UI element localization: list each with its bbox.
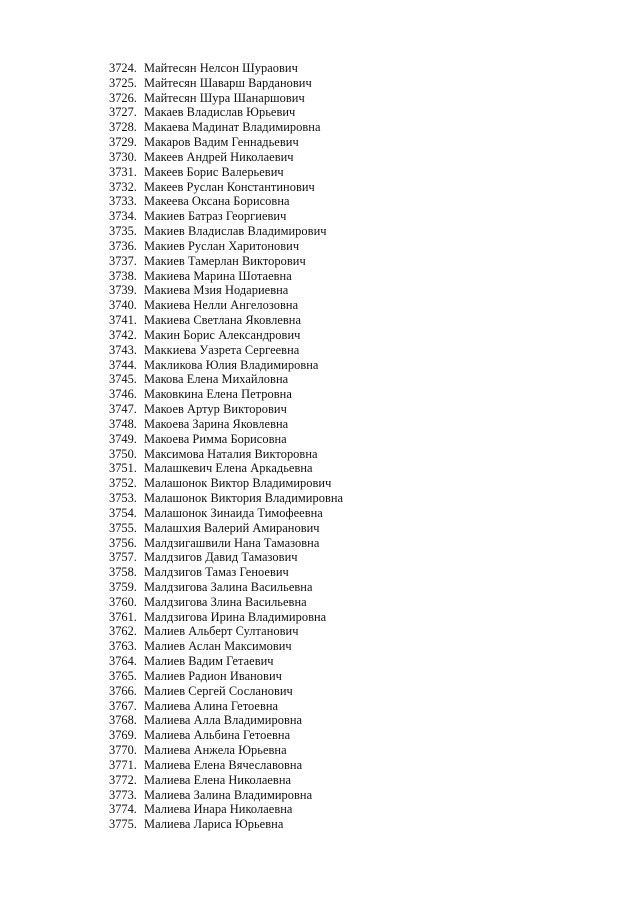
list-item [109, 239, 343, 254]
list-item [109, 639, 343, 654]
entry-name: Малиев Сергей Сосланович [144, 683, 293, 698]
entry-name: Майтесян Нелсон Шураович [144, 61, 298, 75]
list-item [109, 432, 343, 447]
entry-number: 3726. [109, 90, 137, 105]
list-item [109, 105, 343, 120]
entry-number: 3724. [109, 61, 137, 75]
list-item [109, 817, 343, 832]
entry-number: 3737. [109, 253, 137, 268]
list-item [109, 283, 343, 298]
entry-name: Малдзигов Давид Тамазович [144, 550, 298, 565]
entry-number: 3773. [109, 787, 137, 802]
entry-number: 3772. [109, 772, 137, 787]
entry-name: Малиева Алла Владимировна [144, 713, 303, 728]
entry-number: 3732. [109, 179, 137, 194]
list-item [109, 387, 343, 402]
entry-name: Малиева Анжела Юрьевна [144, 743, 287, 758]
list-item [109, 713, 343, 728]
list-item [109, 491, 343, 506]
list-item [109, 728, 343, 743]
entry-number: 3775. [109, 817, 137, 832]
list-item [109, 91, 343, 106]
entry-number: 3751. [109, 461, 137, 476]
list-item [109, 194, 343, 209]
list-item [109, 699, 343, 714]
list-item [109, 506, 343, 521]
entry-number: 3766. [109, 683, 137, 698]
list-item [109, 550, 343, 565]
entry-number: 3771. [109, 757, 137, 772]
entry-name: Малиева Алина Гетоевна [144, 698, 279, 713]
entry-number: 3750. [109, 446, 137, 461]
entry-number: 3734. [109, 209, 137, 224]
list-item [109, 417, 343, 432]
entry-name: Макеева Оксана Борисовна [144, 194, 290, 209]
entry-name: Маковкина Елена Петровна [144, 387, 292, 402]
entry-name: Малдзигова Злина Васильевна [144, 594, 307, 609]
entry-name: Макоев Артур Викторович [144, 402, 287, 417]
entry-name: Макаева Мадинат Владимировна [144, 120, 321, 135]
entry-name: Макиев Батраз Георгиевич [144, 209, 287, 224]
entry-name: Макиева Нелли Ангелозовна [144, 298, 299, 313]
entry-number: 3755. [109, 520, 137, 535]
entry-name: Малиев Аслан Максимович [144, 639, 292, 654]
entry-number: 3756. [109, 535, 137, 550]
list-item [109, 669, 343, 684]
list-item [109, 788, 343, 803]
entry-number: 3770. [109, 743, 137, 758]
entry-number: 3744. [109, 357, 137, 372]
list-item [109, 773, 343, 788]
entry-name: Малашхия Валерий Амиранович [144, 520, 320, 535]
list-item [109, 343, 343, 358]
entry-name: Макиева Мзия Нодариевна [144, 283, 289, 298]
entry-number: 3730. [109, 149, 137, 164]
list-item [109, 802, 343, 817]
list-item [109, 610, 343, 625]
entry-number: 3739. [109, 283, 137, 298]
entry-name: Малашонок Виктория Владимировна [144, 491, 344, 506]
entry-number: 3752. [109, 476, 137, 491]
entry-number: 3768. [109, 713, 137, 728]
entry-number: 3731. [109, 164, 137, 179]
list-item [109, 624, 343, 639]
list-item [109, 595, 343, 610]
list-item [109, 120, 343, 135]
list-item [109, 150, 343, 165]
entry-number: 3745. [109, 372, 137, 387]
entry-name: Малиева Елена Вячеславовна [144, 757, 303, 772]
list-item [109, 269, 343, 284]
name-list [109, 61, 343, 832]
entry-number: 3743. [109, 342, 137, 357]
entry-name: Майтесян Шура Шанаршович [144, 90, 305, 105]
entry-name: Малиева Елена Николаевна [144, 772, 292, 787]
list-item [109, 313, 343, 328]
entry-number: 3733. [109, 194, 137, 209]
entry-number: 3761. [109, 609, 137, 624]
entry-name: Малдзигов Тамаз Геноевич [144, 565, 289, 580]
list-item [109, 565, 343, 580]
entry-number: 3741. [109, 313, 137, 328]
list-item [109, 224, 343, 239]
entry-name: Макоева Римма Борисовна [144, 431, 287, 446]
list-item [109, 684, 343, 699]
entry-number: 3729. [109, 135, 137, 150]
entry-name: Макеев Руслан Константинович [144, 179, 315, 194]
entry-number: 3736. [109, 238, 137, 253]
list-item [109, 372, 343, 387]
entry-number: 3746. [109, 387, 137, 402]
entry-number: 3735. [109, 224, 137, 239]
entry-name: Макиева Марина Шотаевна [144, 268, 292, 283]
entry-name: Малдзигова Залина Васильевна [144, 579, 313, 594]
list-item [109, 743, 343, 758]
entry-name: Макиев Руслан Харитонович [144, 238, 300, 253]
list-item [109, 180, 343, 195]
list-item [109, 358, 343, 373]
entry-name: Майтесян Шаварш Варданович [144, 75, 312, 90]
entry-number: 3760. [109, 594, 137, 609]
entry-name: Макиева Светлана Яковлевна [144, 313, 302, 328]
entry-name: Макеев Борис Валерьевич [144, 164, 284, 179]
entry-name: Макоева Зарина Яковлевна [144, 416, 289, 431]
entry-name: Малдзигова Ирина Владимировна [144, 609, 327, 624]
entry-name: Малашкевич Елена Аркадьевна [144, 461, 313, 476]
list-item [109, 298, 343, 313]
entry-name: Малдзигашвили Нана Тамазовна [144, 535, 320, 550]
entry-name: Малиева Залина Владимировна [144, 787, 313, 802]
entry-number: 3757. [109, 550, 137, 565]
entry-name: Малашонок Зинаида Тимофеевна [144, 505, 323, 520]
entry-name: Малиев Вадим Гетаевич [144, 654, 274, 669]
list-item [109, 254, 343, 269]
list-item [109, 461, 343, 476]
entry-number: 3749. [109, 431, 137, 446]
entry-name: Малашонок Виктор Владимирович [144, 476, 332, 491]
entry-number: 3725. [109, 75, 137, 90]
entry-number: 3774. [109, 802, 137, 817]
list-item [109, 536, 343, 551]
entry-number: 3727. [109, 105, 137, 120]
entry-number: 3740. [109, 298, 137, 313]
entry-number: 3762. [109, 624, 137, 639]
list-item [109, 476, 343, 491]
entry-name: Макаров Вадим Геннадьевич [144, 135, 299, 150]
list-item [109, 61, 343, 76]
entry-name: Малиева Инара Николаевна [144, 802, 293, 817]
list-item [109, 521, 343, 536]
entry-number: 3767. [109, 698, 137, 713]
entry-name: Макин Борис Александрович [144, 327, 301, 342]
entry-number: 3742. [109, 327, 137, 342]
entry-name: Малиева Альбина Гетоевна [144, 728, 291, 743]
list-item [109, 580, 343, 595]
entry-name: Малиев Радион Иванович [144, 668, 282, 683]
entry-name: Макова Елена Михайловна [144, 372, 289, 387]
list-item [109, 758, 343, 773]
entry-number: 3764. [109, 654, 137, 669]
list-item [109, 402, 343, 417]
entry-name: Максимова Наталия Викторовна [144, 446, 318, 461]
entry-number: 3758. [109, 565, 137, 580]
entry-number: 3769. [109, 728, 137, 743]
list-item [109, 165, 343, 180]
entry-name: Маккиева Уазрета Сергеевна [144, 342, 300, 357]
entry-number: 3748. [109, 416, 137, 431]
entry-number: 3753. [109, 491, 137, 506]
entry-name: Макаев Владислав Юрьевич [144, 105, 296, 120]
entry-number: 3754. [109, 505, 137, 520]
list-item [109, 447, 343, 462]
list-item [109, 654, 343, 669]
entry-name: Малиев Альберт Султанович [144, 624, 299, 639]
entry-number: 3763. [109, 639, 137, 654]
entry-name: Макиев Тамерлан Викторович [144, 253, 306, 268]
entry-number: 3738. [109, 268, 137, 283]
list-item [109, 135, 343, 150]
list-item [109, 209, 343, 224]
entry-name: Макиев Владислав Владимирович [144, 224, 327, 239]
entry-name: Макеев Андрей Николаевич [144, 149, 294, 164]
entry-number: 3747. [109, 402, 137, 417]
entry-name: Малиева Лариса Юрьевна [144, 817, 284, 832]
entry-name: Макликова Юлия Владимировна [144, 357, 319, 372]
entry-number: 3728. [109, 120, 137, 135]
list-item [109, 328, 343, 343]
list-item [109, 76, 343, 91]
entry-number: 3765. [109, 668, 137, 683]
entry-number: 3759. [109, 579, 137, 594]
